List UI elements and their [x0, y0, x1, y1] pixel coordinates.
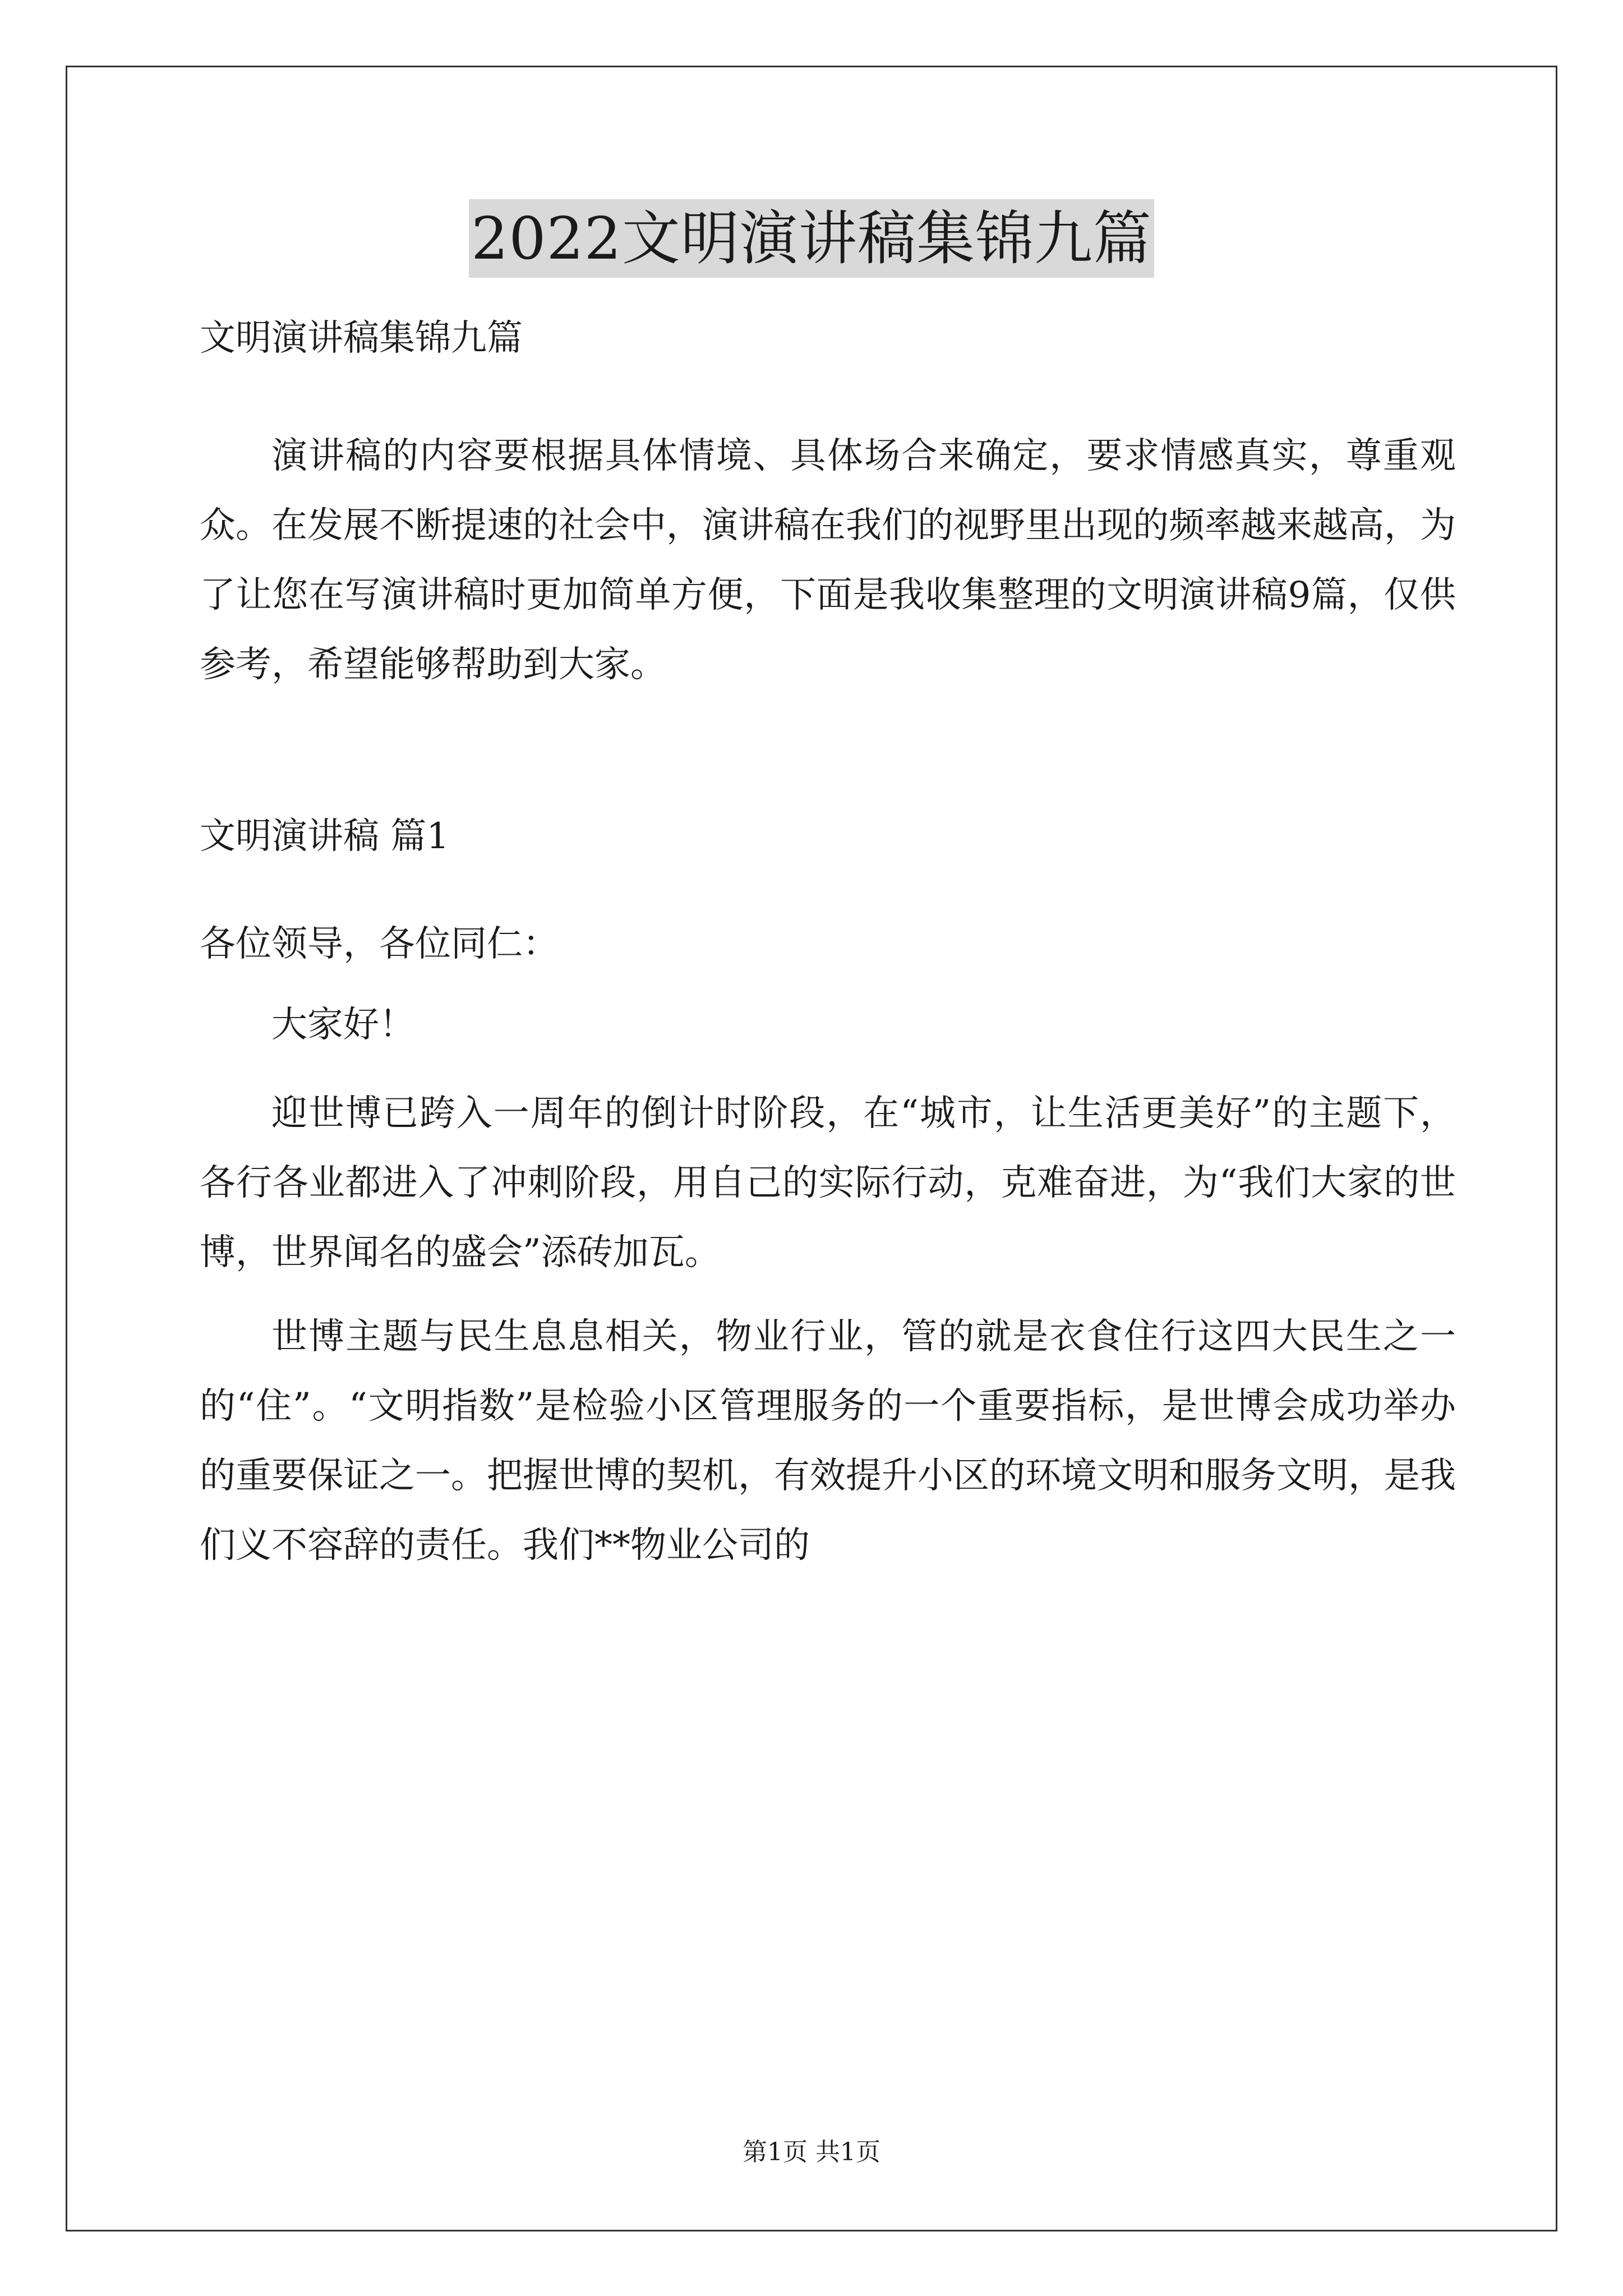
- document-body: [200, 311, 1456, 1580]
- salutation: 各位领导，各位同仁：: [200, 923, 559, 965]
- title-container: [0, 199, 1623, 278]
- section-heading: 文明演讲稿 篇1: [200, 816, 450, 857]
- document-title: 2022文明演讲稿集锦九篇: [469, 199, 1154, 278]
- intro-paragraph: 演讲稿的内容要根据具体情境、具体场合来确定，要求情感真实，尊重观众。在发展不断提速的社会中，演讲稿在我们的视野里出现的频率越来越高，为了让您在写演讲稿时更加简单方便，下面是我收集整理的文明演讲稿9篇，仅供参考，希望能够帮助到大家。: [200, 435, 1456, 685]
- page-footer: 第1页 共1页: [743, 2138, 880, 2166]
- body-paragraph: 世博主题与民生息息相关，物业行业，管的就是衣食住行这四大民生之一的“住”。“文明指数”是检验小区管理服务的一个重要指标，是世博会成功举办的重要保证之一。把握世博的契机，有效提升小区的环境文明和服务文明，是我们义不容辞的责任。我们**物业公司的: [200, 1316, 1456, 1566]
- body-paragraph: 迎世博已跨入一周年的倒计时阶段，在“城市，让生活更美好”的主题下，各行各业都进入了冲刺阶段，用自己的实际行动，克难奋进，为“我们大家的世博，世界闻名的盛会”添砖加瓦。: [200, 1093, 1456, 1273]
- greeting: 大家好！: [271, 1004, 415, 1046]
- document-subtitle: 文明演讲稿集锦九篇: [200, 318, 523, 359]
